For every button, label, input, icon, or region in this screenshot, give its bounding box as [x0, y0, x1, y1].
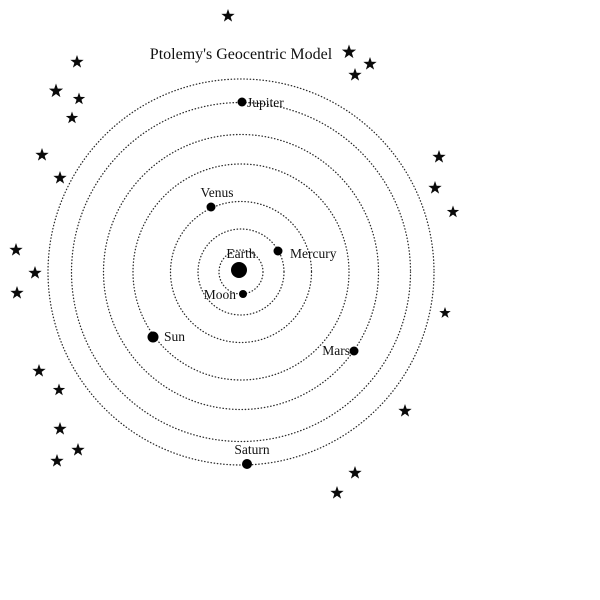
star-icon: [50, 454, 63, 467]
star-icon: [32, 364, 45, 377]
earth-dot: [231, 262, 247, 278]
mercury-label: Mercury: [290, 246, 337, 261]
star-icon: [28, 266, 41, 279]
star-icon: [53, 422, 66, 435]
diagram-title: Ptolemy's Geocentric Model: [149, 46, 333, 63]
star-icon: [71, 443, 84, 456]
star-icon: [9, 243, 22, 256]
moon-dot: [239, 290, 247, 298]
star-icon: [432, 150, 445, 163]
bodies-group: [148, 95, 359, 469]
star-icon: [363, 57, 376, 70]
sun-label: Sun: [164, 329, 186, 344]
star-icon: [49, 84, 63, 98]
star-icon: [66, 112, 78, 124]
star-icon: [348, 466, 361, 479]
moon-label: Moon: [203, 287, 236, 302]
star-icon: [10, 286, 23, 299]
venus-dot: [207, 203, 216, 212]
star-icon: [73, 93, 85, 105]
star-icon: [439, 307, 450, 318]
mars-dot: [350, 347, 359, 356]
saturn-label: Saturn: [234, 442, 270, 457]
star-icon: [35, 148, 48, 161]
mercury-dot: [274, 247, 283, 256]
star-icon: [428, 181, 441, 194]
star-icon: [70, 55, 83, 68]
mars-label: Mars: [322, 343, 350, 358]
jupiter-dot: [238, 98, 247, 107]
star-icon: [447, 206, 459, 218]
sun-dot: [148, 332, 159, 343]
star-icon: [398, 404, 411, 417]
star-icon: [53, 171, 66, 184]
venus-label: Venus: [200, 185, 234, 200]
saturn-dot: [242, 459, 252, 469]
jupiter-label: Jupiter: [247, 95, 284, 110]
star-icon: [330, 486, 343, 499]
star-icon: [342, 45, 356, 59]
star-icon: [348, 68, 361, 81]
star-icon: [53, 384, 65, 396]
star-icon: [221, 9, 234, 22]
earth-label: Earth: [226, 246, 256, 261]
